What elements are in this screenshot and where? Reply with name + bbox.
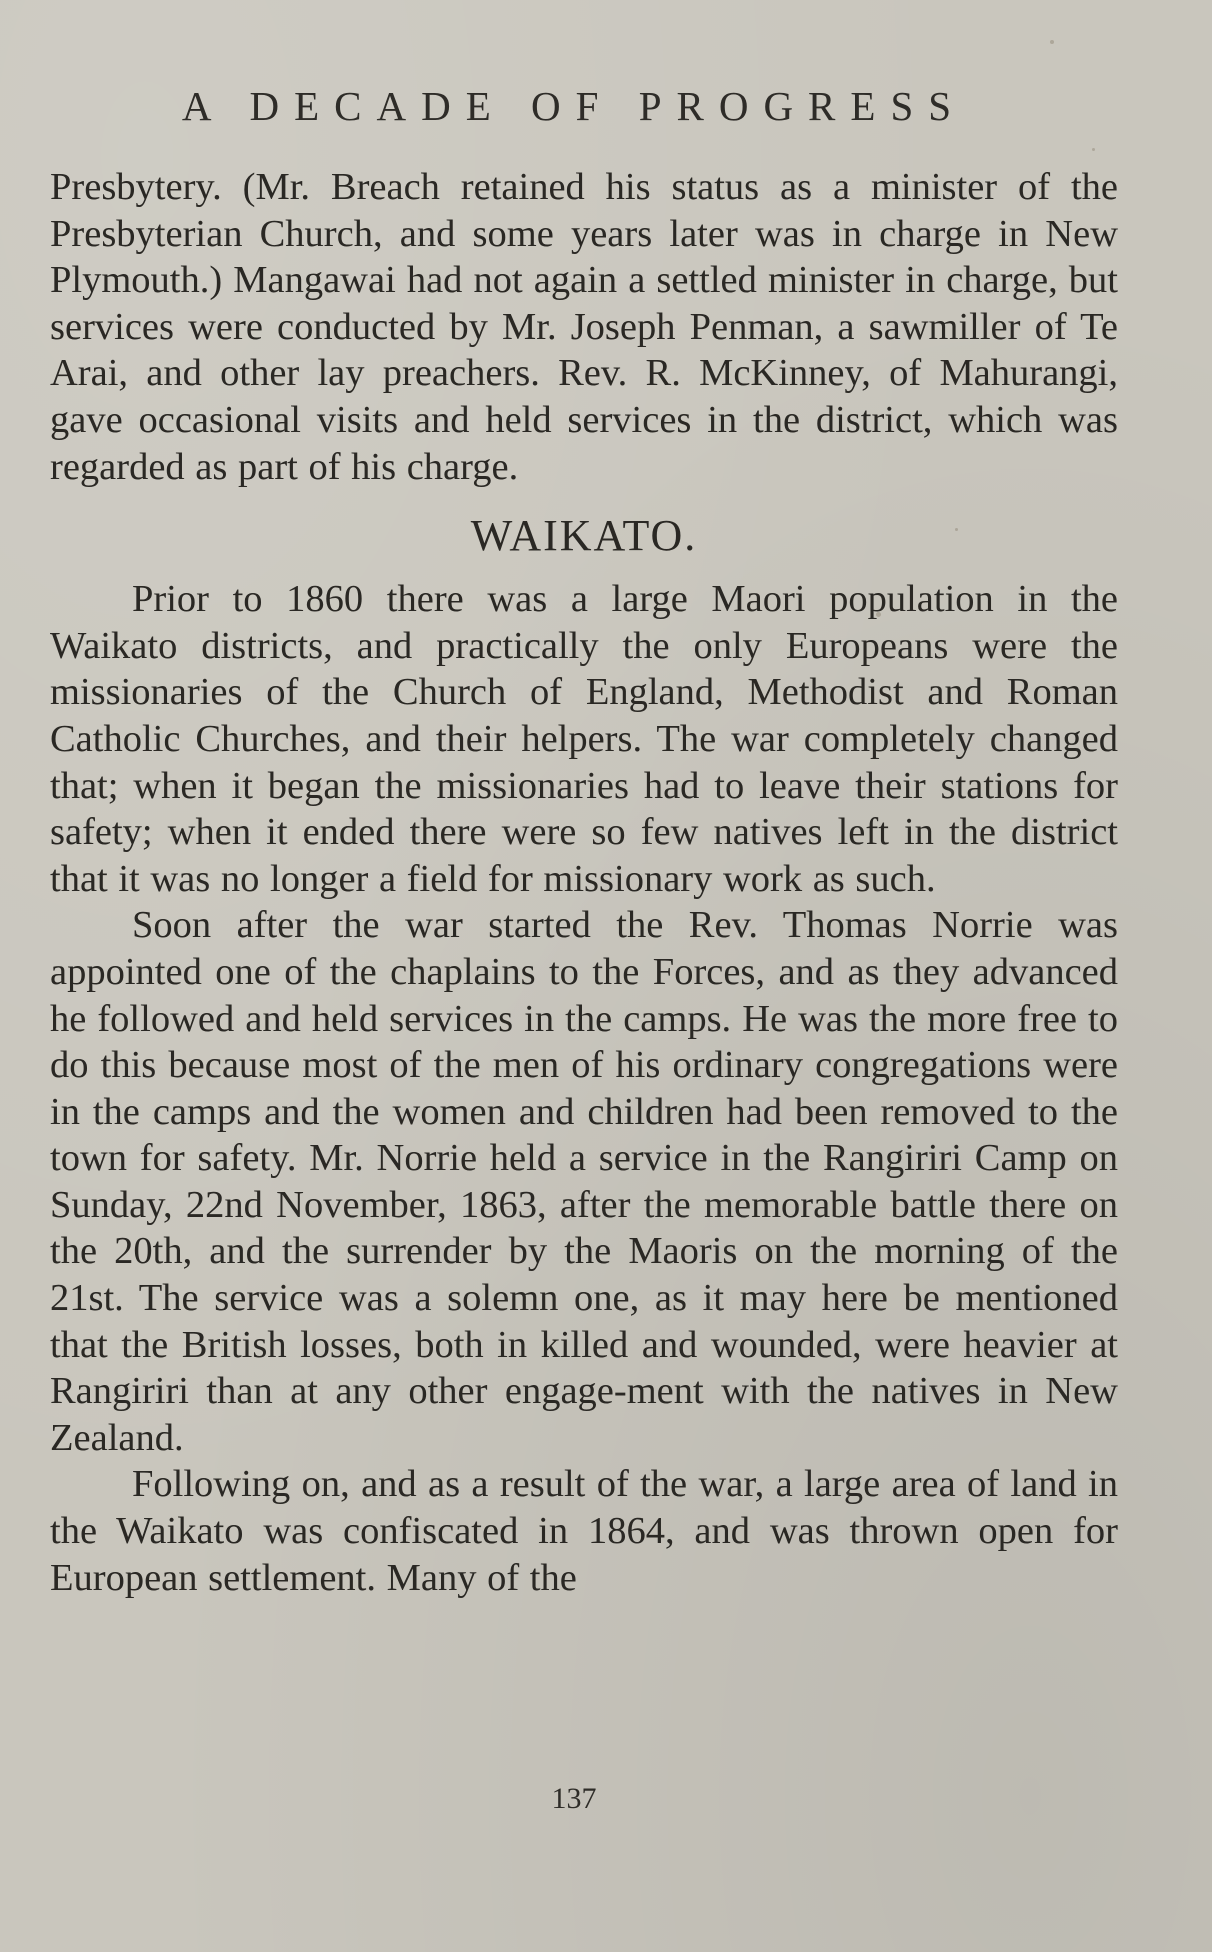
paragraph-presbytery: Presbytery. (Mr. Breach retained his status as a minister of the Presbyterian Church, and some years later was in charge in New Plymouth.) Mangawai had not again a settled minister in charge, but services were conducted by Mr. Joseph Penman, a sawmiller of Te Arai, and other lay preachers. Rev. R. McKinney, of Mahurangi, gave occasional visits and held services in the district, which was regarded as part of his charge.	[50, 166, 1118, 488]
body-text	[50, 164, 1118, 1601]
paper-speck	[955, 528, 958, 531]
paragraph-prior-to-1860: Prior to 1860 there was a large Maori population in the Waikato districts, and practically the only Europeans were the missionaries of the Church of England, Methodist and Roman Catholic Churches, and their helpers. The war completely changed that; when it began the missionaries had to leave their stations for safety; when it ended there were so few natives left in the district that it was no longer a field for missionary work as such.	[50, 578, 1118, 900]
paragraph-following-on: Following on, and as a result of the war, a large area of land in the Waikato was confiscated in 1864, and was thrown open for European settlement. Many of the	[50, 1463, 1118, 1599]
paper-speck	[876, 612, 881, 617]
page-number: 137	[551, 1782, 597, 1815]
running-head: A DECADE OF PROGRESS	[181, 83, 967, 129]
paragraph-soon-after-the-war: Soon after the war started the Rev. Thomas Norrie was appointed one of the chaplains to the Forces, and as they advanced he followed and held services in the camps. He was the more free to do this because most of the men of his ordinary congregations were in the camps and the women and children had been removed to the town for safety. Mr. Norrie held a service in the Rangiriri Camp on Sunday, 22nd November, 1863, after the memorable battle there on the 20th, and the surrender by the Maoris on the morning of the 21st. The service was a solemn one, as it may here be mentioned that the British losses, both in killed and wounded, were heavier at Rangiriri than at any other engage-ment with the natives in New Zealand.	[50, 904, 1118, 1459]
section-heading-waikato: WAIKATO.	[470, 511, 698, 561]
paper-speck	[1092, 148, 1095, 151]
paper-speck	[1050, 40, 1054, 44]
